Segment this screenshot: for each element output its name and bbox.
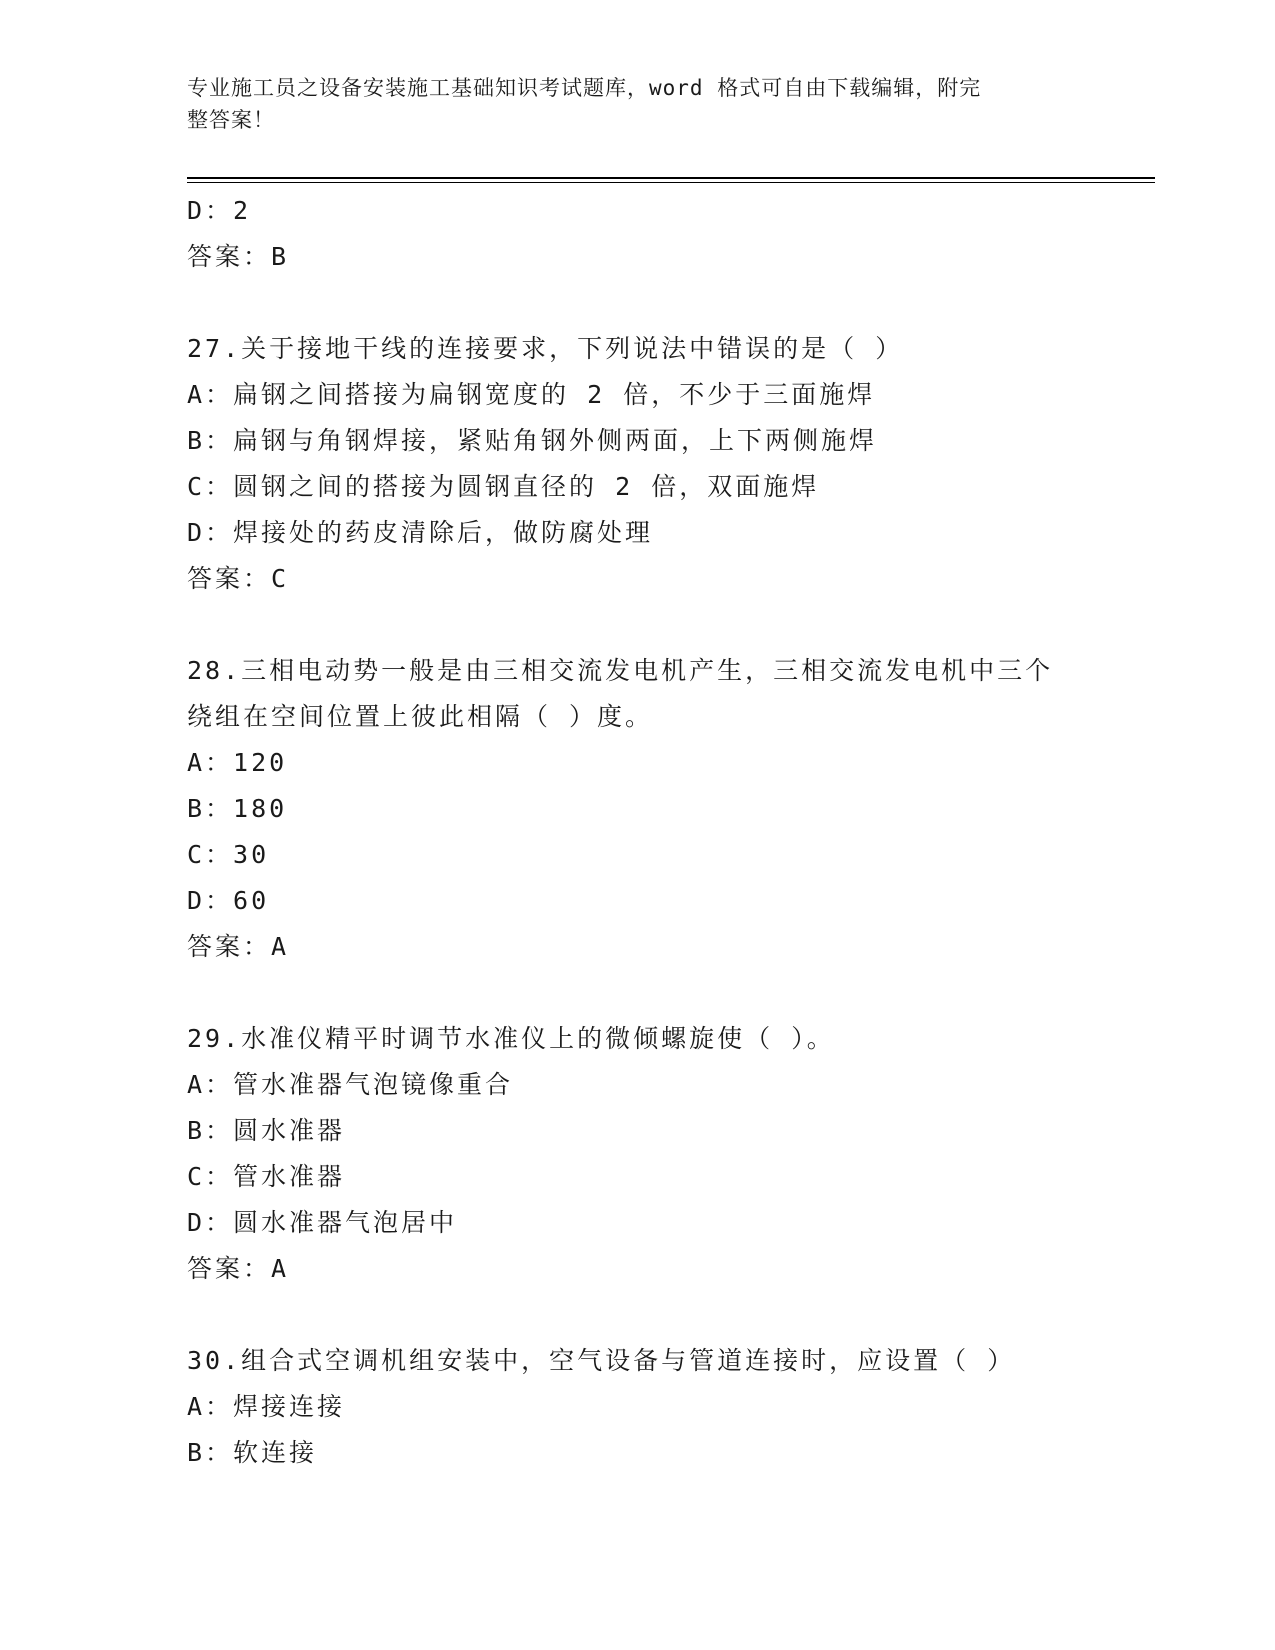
question-30-option-b: B：软连接 — [187, 1438, 318, 1467]
question-28-answer: 答案：A — [187, 932, 290, 961]
prev-option-d: D：2 — [187, 196, 252, 225]
question-27-stem: 27.关于接地干线的连接要求，下列说法中错误的是（ ） — [187, 334, 904, 363]
question-28-stem-line-1: 28.三相电动势一般是由三相交流发电机产生，三相交流发电机中三个 — [187, 656, 1054, 685]
question-29-stem: 29.水准仪精平时调节水准仪上的微倾螺旋使（ ）。 — [187, 1024, 835, 1053]
question-27-option-b: B：扁钢与角钢焊接，紧贴角钢外侧两面，上下两侧施焊 — [187, 426, 878, 455]
header-line-1: 专业施工员之设备安装施工基础知识考试题库，word 格式可自由下载编辑，附完 — [187, 76, 982, 100]
spacer — [187, 280, 1087, 326]
spacer — [187, 970, 1087, 1016]
question-29 — [187, 1016, 1087, 1292]
question-30 — [187, 1338, 1087, 1476]
question-27-option-a: A：扁钢之间搭接为扁钢宽度的 2 倍，不少于三面施焊 — [187, 380, 876, 409]
question-29-option-d: D：圆水准器气泡居中 — [187, 1208, 458, 1237]
question-27-answer: 答案：C — [187, 564, 290, 593]
question-29-option-b: B：圆水准器 — [187, 1116, 346, 1145]
question-28 — [187, 648, 1087, 970]
prev-answer: 答案：B — [187, 242, 290, 271]
spacer — [187, 602, 1087, 648]
question-30-option-a: A：焊接连接 — [187, 1392, 346, 1421]
question-30-stem: 30.组合式空调机组安装中，空气设备与管道连接时，应设置（ ） — [187, 1346, 1016, 1375]
header-divider-thin — [187, 182, 1155, 183]
question-28-stem-line-2: 绕组在空间位置上彼此相隔（ ）度。 — [187, 702, 654, 731]
question-list — [187, 188, 1087, 1476]
question-28-option-a: A：120 — [187, 748, 288, 777]
spacer — [187, 1292, 1087, 1338]
question-27-option-c: C：圆钢之间的搭接为圆钢直径的 2 倍，双面施焊 — [187, 472, 820, 501]
question-27 — [187, 326, 1087, 602]
document-header — [187, 72, 1087, 136]
header-divider-thick — [187, 177, 1155, 179]
question-27-option-d: D：焊接处的药皮清除后，做防腐处理 — [187, 518, 654, 547]
question-28-option-b: B：180 — [187, 794, 288, 823]
question-28-option-c: C：30 — [187, 840, 270, 869]
question-28-option-d: D：60 — [187, 886, 270, 915]
question-29-answer: 答案：A — [187, 1254, 290, 1283]
question-29-option-c: C：管水准器 — [187, 1162, 346, 1191]
question-29-option-a: A：管水准器气泡镜像重合 — [187, 1070, 514, 1099]
header-line-2: 整答案！ — [187, 108, 275, 132]
